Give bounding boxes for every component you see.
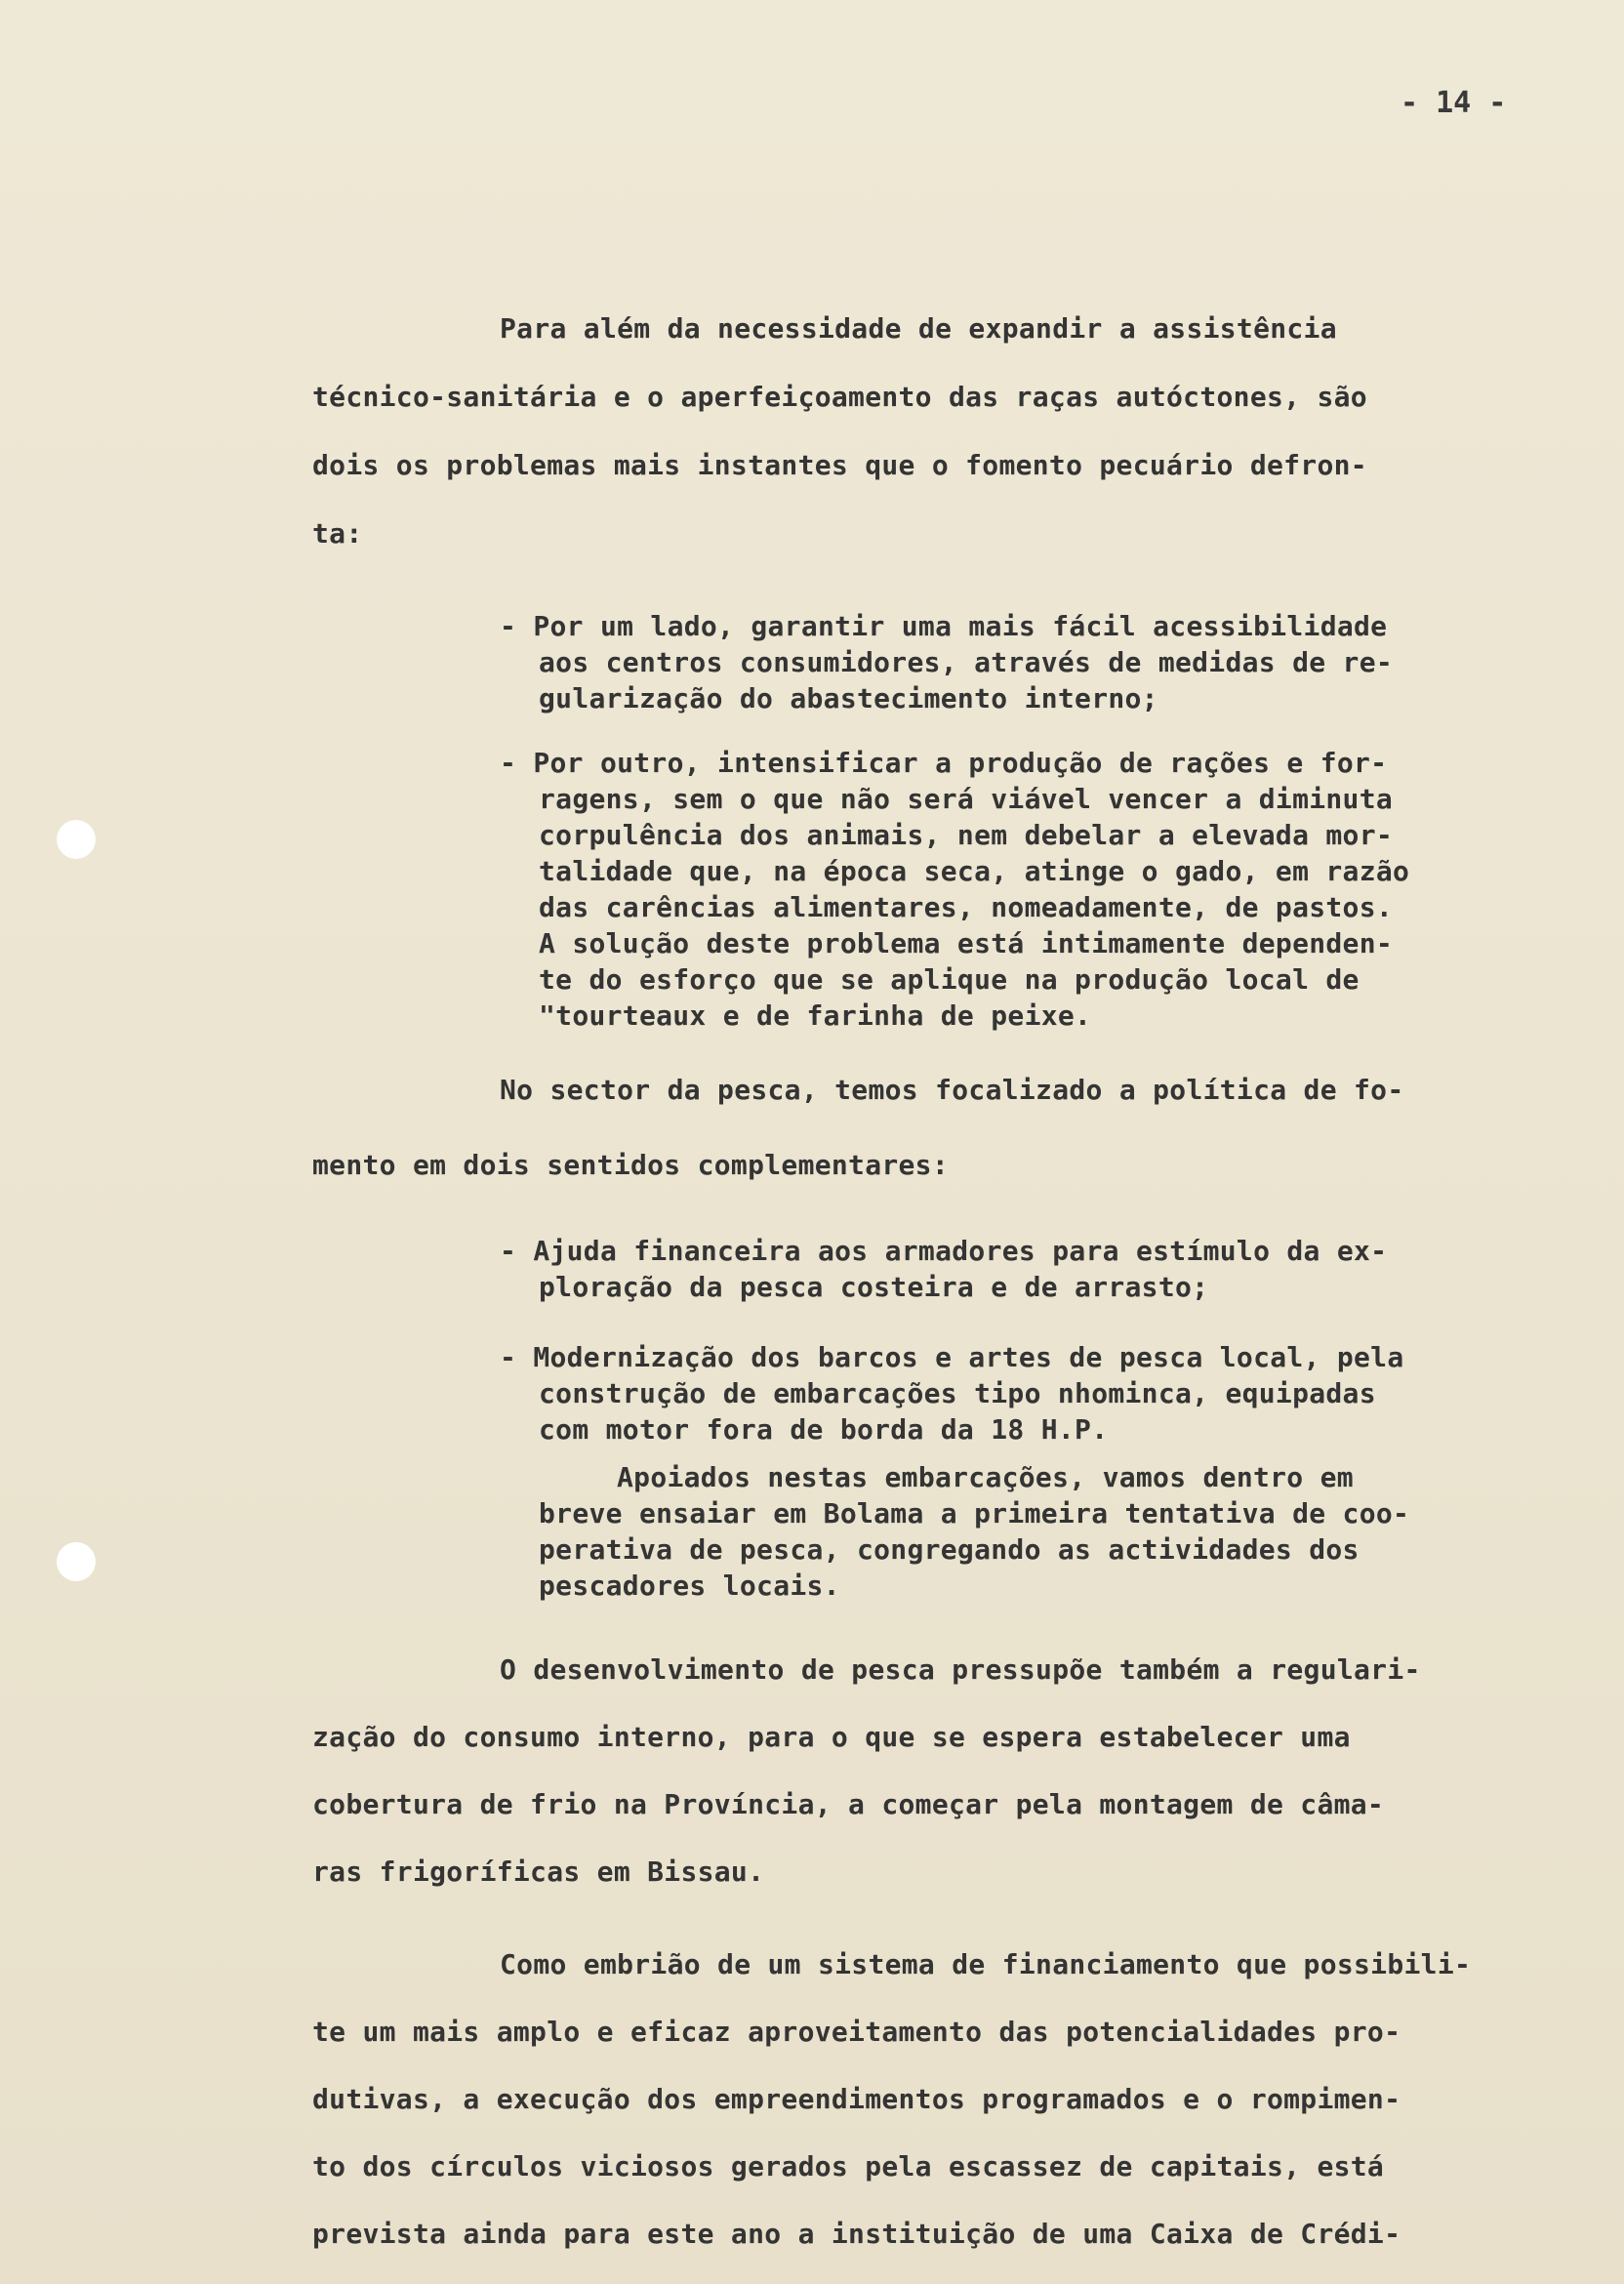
list-item-line: - Por um lado, garantir uma mais fácil acessibilidade — [500, 610, 1388, 642]
list-item-line: das carências alimentares, nomeadamente, de pastos. — [539, 891, 1394, 923]
list-item-line: - Por outro, intensificar a produção de rações e for- — [500, 747, 1388, 779]
list-item-line: ragens, sem o que não será viável vencer a diminuta — [539, 783, 1394, 815]
punch-hole — [57, 820, 96, 859]
list-item-line: talidade que, na época seca, atinge o gado, em razão — [539, 855, 1410, 887]
paragraph-line: zação do consumo interno, para o que se espera estabelecer uma — [312, 1721, 1351, 1753]
page-number: - 14 - — [1401, 86, 1507, 120]
paragraph-line: técnico-sanitária e o aperfeiçoamento das raças autóctones, são — [312, 381, 1367, 413]
list-item-line: ploração da pesca costeira e de arrasto; — [539, 1271, 1209, 1303]
paragraph-line: to dos círculos viciosos gerados pela escassez de capitais, está — [312, 2150, 1385, 2182]
paragraph-line: No sector da pesca, temos focalizado a política de fo- — [500, 1074, 1404, 1106]
paragraph-line: O desenvolvimento de pesca pressupõe também a regulari- — [500, 1653, 1421, 1686]
list-item-line: gularização do abastecimento interno; — [539, 682, 1158, 714]
paragraph-line: Para além da necessidade de expandir a assistência — [500, 312, 1337, 345]
paragraph-line: Como embrião de um sistema de financiamento que possibili- — [500, 1948, 1472, 1980]
punch-hole — [57, 1542, 96, 1581]
list-item-line: perativa de pesca, congregando as actividades dos — [539, 1533, 1360, 1566]
list-item-line: corpulência dos animais, nem debelar a elevada mor- — [539, 819, 1394, 851]
paragraph-line: dutivas, a execução dos empreendimentos programados e o rompimen- — [312, 2083, 1401, 2115]
list-item-line: breve ensaiar em Bolama a primeira tentativa de coo- — [539, 1497, 1410, 1529]
paragraph-line: mento em dois sentidos complementares: — [312, 1149, 949, 1181]
list-item-line: construção de embarcações tipo nhominca, equipadas — [539, 1377, 1376, 1409]
paragraph-line: te um mais amplo e eficaz aproveitamento das potencialidades pro- — [312, 2016, 1401, 2048]
list-item-line: Apoiados nestas embarcações, vamos dentro em — [617, 1461, 1354, 1493]
list-item-line: - Modernização dos barcos e artes de pesca local, pela — [500, 1341, 1404, 1373]
list-item-line: aos centros consumidores, através de medidas de re- — [539, 646, 1394, 678]
paragraph-line: ras frigoríficas em Bissau. — [312, 1856, 765, 1888]
paragraph-line: cobertura de frio na Província, a começar pela montagem de câma- — [312, 1788, 1385, 1820]
paragraph-line: ta: — [312, 517, 363, 550]
list-item-line: te do esforço que se aplique na produção local de — [539, 963, 1360, 996]
list-item-line: "tourteaux e de farinha de peixe. — [539, 999, 1092, 1032]
list-item-line: pescadores locais. — [539, 1570, 840, 1602]
list-item-line: com motor fora de borda da 18 H.P. — [539, 1413, 1109, 1446]
paragraph-line: prevista ainda para este ano a instituição de uma Caixa de Crédi- — [312, 2218, 1401, 2250]
list-item-line: - Ajuda financeira aos armadores para estímulo da ex- — [500, 1235, 1388, 1267]
list-item-line: A solução deste problema está intimamente dependen- — [539, 927, 1394, 959]
paragraph-line: dois os problemas mais instantes que o fomento pecuário defron- — [312, 449, 1367, 481]
